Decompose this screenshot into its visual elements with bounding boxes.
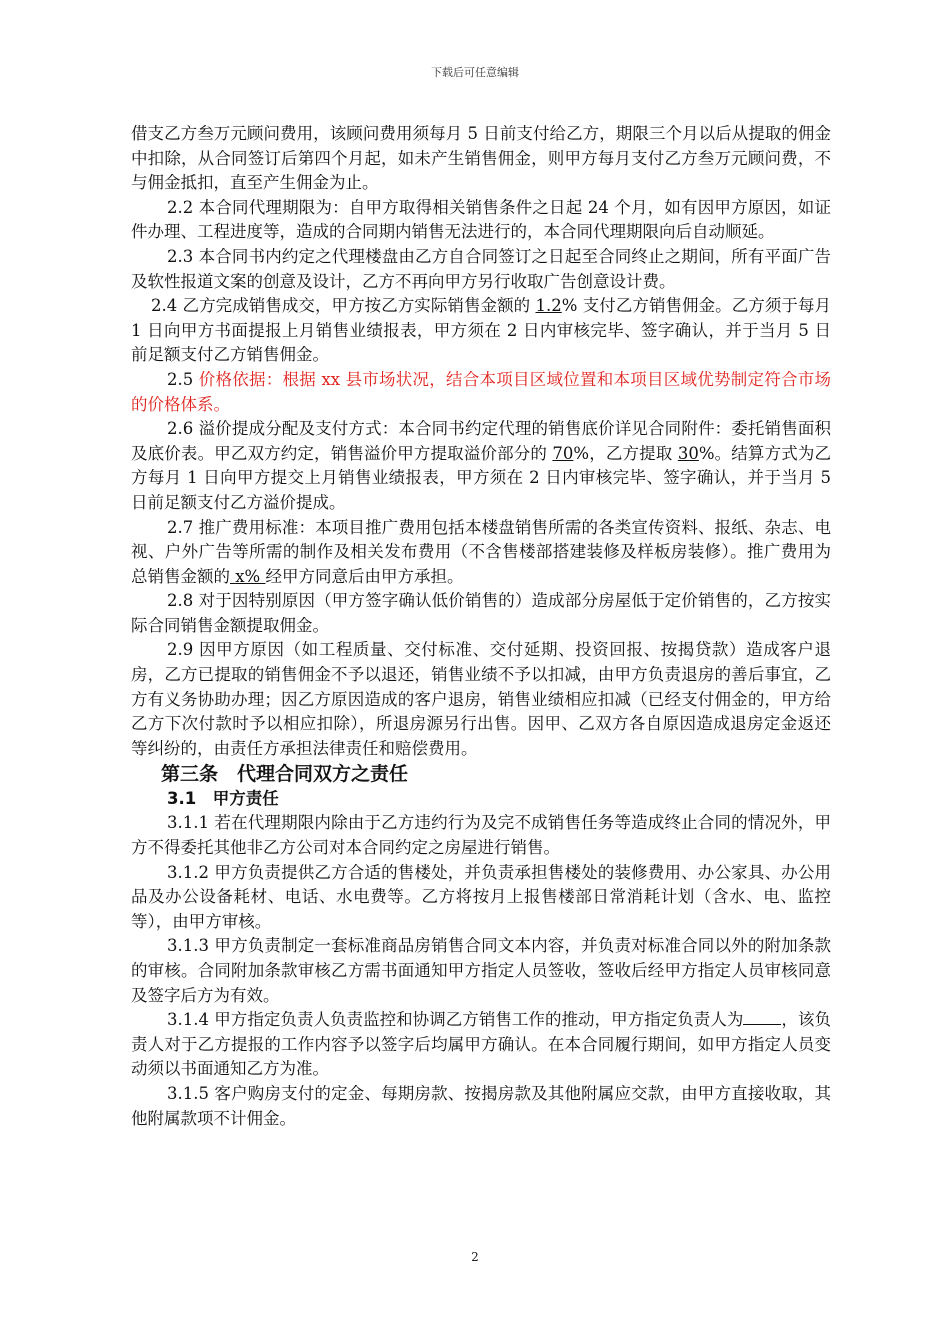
page-number: 2 [471,1250,479,1264]
party-b-share: 30 [677,443,699,463]
paragraph-2-5 [131,368,831,417]
highlighted-text: 价格依据：根据 xx 县市场状况，结合本项目区域位置和本项目区域优势制定符合市场的价格体系。 [131,369,831,414]
paragraph-3-1-1: 3.1.1 若在代理期限内除由于乙方违约行为及完不成销售任务等造成终止合同的情况外，甲方不得委托其他非乙方公司对本合同约定之房屋进行销售。 [131,813,831,858]
text-run: %，乙方提取 [573,443,678,463]
section-3-1-heading: 3.1 甲方责任 [167,789,279,809]
paragraph-2-9: 2.9 因甲方原因（如工程质量、交付标准、交付延期、投资回报、按揭贷款）造成客户退房，乙方已提取的销售佣金不予以退还，销售业绩不予以扣减，由甲方负责退房的善后事宜，乙方有义务协助办理；因乙方原因造成的客户退房，销售业绩相应扣减（已经支付佣金的，甲方给乙方下次付款时予以相应扣除），所退房源另行出售。因甲、乙双方各自原因造成退房定金返还等纠纷的，由责任方承担法律责任和赔偿费用。 [131,640,831,758]
text-run: % 支付乙方销售佣金。乙方须于每月 1 日向甲方书面提报上月销售业绩报表，甲方须在 2 日内审核完毕、签字确认，并于当月 5 日前足额支付乙方销售佣金。 [131,296,831,365]
paragraph-2-8: 2.8 对于因特别原因（甲方签字确认低价销售的）造成部分房屋低于定价销售的，乙方按实际合同销售金额提取佣金。 [131,591,831,635]
text-run: 2.5 [167,369,199,389]
party-a-share: 70 [552,443,574,463]
page-header: 下载后可任意编辑 [431,66,519,79]
paragraph-2-4 [131,294,831,368]
paragraph-2-7 [131,516,831,590]
article-3-heading: 第三条 代理合同双方之责任 [161,763,409,786]
paragraph-2-2: 2.2 本合同代理期限为：自甲方取得相关销售条件之日起 24 个月，如有因甲方原因，如证件办理、工程进度等，造成的合同期内销售无法进行的，本合同代理期限向后自动顺延。 [131,197,831,242]
blank-line [743,1010,781,1025]
paragraph-2-3: 2.3 本合同书内约定之代理楼盘由乙方自合同签订之日起至合同终止之期间，所有平面广告及软性报道文案的创意及设计，乙方不再向甲方另行收取广告创意设计费。 [131,246,831,291]
text-run: 3.1.4 甲方指定负责人负责监控和协调乙方销售工作的推动，甲方指定负责人为 [167,1010,744,1030]
paragraph-3-1-3: 3.1.3 甲方负责制定一套标准商品房销售合同文本内容，并负责对标准合同以外的附加条款的审核。合同附加条款审核乙方需书面通知甲方指定人员签收，签收后经甲方指定人员审核同意及签字后方为有效。 [131,936,831,1005]
text-run: 2.6 溢价提成分配及支付方式：本合同书约定代理的销售底价详见合同附件：委托销售面积及底价表。甲乙双方约定，销售溢价甲方提取溢价部分的 [131,419,831,463]
paragraph-2-6 [131,417,831,515]
text-run: 2.4 乙方完成销售成交，甲方按乙方实际销售金额的 [151,296,536,316]
paragraph-3-1-2: 3.1.2 甲方负责提供乙方合适的售楼处，并负责承担售楼处的装修费用、办公家具、办公用品及办公设备耗材、电话、水电费等。乙方将按月上报售楼部日常消耗计划（含水、电、监控等），由甲方审核。 [131,862,831,931]
text-run: ，该负责人对于乙方提报的工作内容予以签字后均属甲方确认。在本合同履行期间，如甲方指定人员变动须以书面通知乙方为准。 [131,1010,831,1079]
paragraph-continuation: 借支乙方叁万元顾问费用，该顾问费用须每月 5 日前支付给乙方，期限三个月以后从提取的佣金中扣除，从合同签订后第四个月起，如未产生销售佣金，则甲方每月支付乙方叁万元顾问费，不与佣金抵扣，直至产生佣金为止。 [131,124,831,193]
paragraph-3-1-5: 3.1.5 客户购房支付的定金、每期房款、按揭房款及其他附属应交款，由甲方直接收取，其他附属款项不计佣金。 [131,1083,831,1128]
text-run: 2.7 推广费用标准：本项目推广费用包括本楼盘销售所需的各类宣传资料、报纸、杂志、电视、户外广告等所需的制作及相关发布费用（不含售楼部搭建装修及样板房装修）。推广费用为总销售金额的 [131,517,831,586]
text-run: %。结算方式为乙方每月 1 日向甲方提交上月销售业绩报表，甲方须在 2 日内审核完毕、签字确认，并于当月 5 日前足额支付乙方溢价提成。 [131,443,831,512]
promotion-rate: x% [230,566,266,586]
text-run: 经甲方同意后由甲方承担。 [265,566,464,586]
document-body [131,122,831,1131]
paragraph-3-1-4 [131,1008,831,1082]
commission-rate: 1.2 [535,296,562,316]
